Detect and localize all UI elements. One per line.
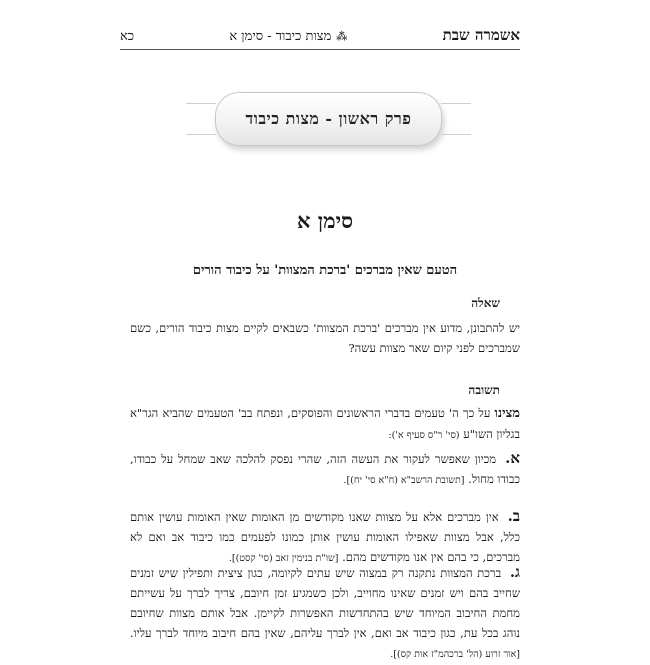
item-letter: ב. bbox=[507, 507, 521, 525]
answer-item bbox=[130, 506, 520, 569]
item-letter: ג. bbox=[509, 563, 521, 581]
book-title: אשמרה שבת bbox=[442, 26, 520, 44]
question-text: יש להתבונן, מדוע אין מברכים 'ברכת המצוות' כשבאים לקיים מצות כיבוד הורים, כשם שמברכים לפני קיום שאר מצוות עשה? bbox=[130, 321, 520, 355]
item-ref: [תשובת הרשב"א (ח"א סי' יח)]. bbox=[343, 475, 465, 486]
section-subtitle: הטעם שאין מברכים 'ברכת המצוות' על כיבוד הורים bbox=[192, 263, 458, 278]
answer-intro bbox=[130, 403, 520, 446]
section-title-group bbox=[229, 28, 347, 44]
ornament-icon: ⁂ bbox=[336, 30, 348, 43]
question-label: שאלה bbox=[471, 296, 500, 310]
answer-intro-lead: מצינו bbox=[494, 406, 521, 421]
page-number: כא bbox=[120, 29, 135, 44]
running-head bbox=[120, 26, 520, 48]
answer-intro-text: על כך ה' טעמים בדברי הראשונים והפוסקים, ונפתח בב' הטעמים שהביא הגר"א בגליון השו"ע bbox=[130, 406, 520, 441]
answer-label: תשובה bbox=[468, 383, 500, 397]
header-rule bbox=[120, 49, 520, 50]
item-letter: א. bbox=[505, 449, 520, 467]
item-text: אין מברכים אלא על מצוות שאנו מקודשים מן האומות שאין האומות עושין אותם כלל, אבל מצוות שאפילו האומות עושין אותן כמונו לפעמים כמו כיבוד אב ואם לא מברכים, כי בהם אין אנו מקודשים מהם. bbox=[130, 510, 520, 564]
item-ref: [אור זרוע (הל' ברכהמ"ז אות קס)]. bbox=[390, 649, 520, 660]
siman-heading: סימן א bbox=[296, 208, 354, 233]
answer-item bbox=[130, 448, 520, 491]
section-title: מצות כיבוד - סימן א bbox=[229, 29, 332, 44]
item-text: מכיון שאפשר לעקור את העשה הזה, שהרי נפסק להלכה שאב שמחל על כבודו, כבודו מחול. bbox=[130, 452, 520, 486]
item-ref: [שו"ת בנימין זאב (סי' קסט)]. bbox=[228, 553, 339, 564]
chapter-banner bbox=[215, 92, 442, 146]
chapter-title: פרק ראשון - מצות כיבוד bbox=[245, 109, 412, 128]
answer-intro-ref: (סי' ר"ס סעיף א'): bbox=[388, 430, 460, 441]
item-text: ברכת המצוות נתקנה רק במצוה שיש עתים לקיומה, כגון ציצית ותפילין שיש זמנים שחייב בהם ויש זמנים שאינו מחוייב, ולכן כשמגיע זמן חיובם, צריך לברך על עשייתם מחמת החיבוב המיוחד שיש בהתחדשות האפשרות לקיימן. אבל אותם מצוות שחיובם נוהג בכל עת, כגון כיבוד אב ואם, אין לברך עליהם, שאין בהם חיבוב מיוחד לברך עליו. bbox=[130, 566, 520, 640]
